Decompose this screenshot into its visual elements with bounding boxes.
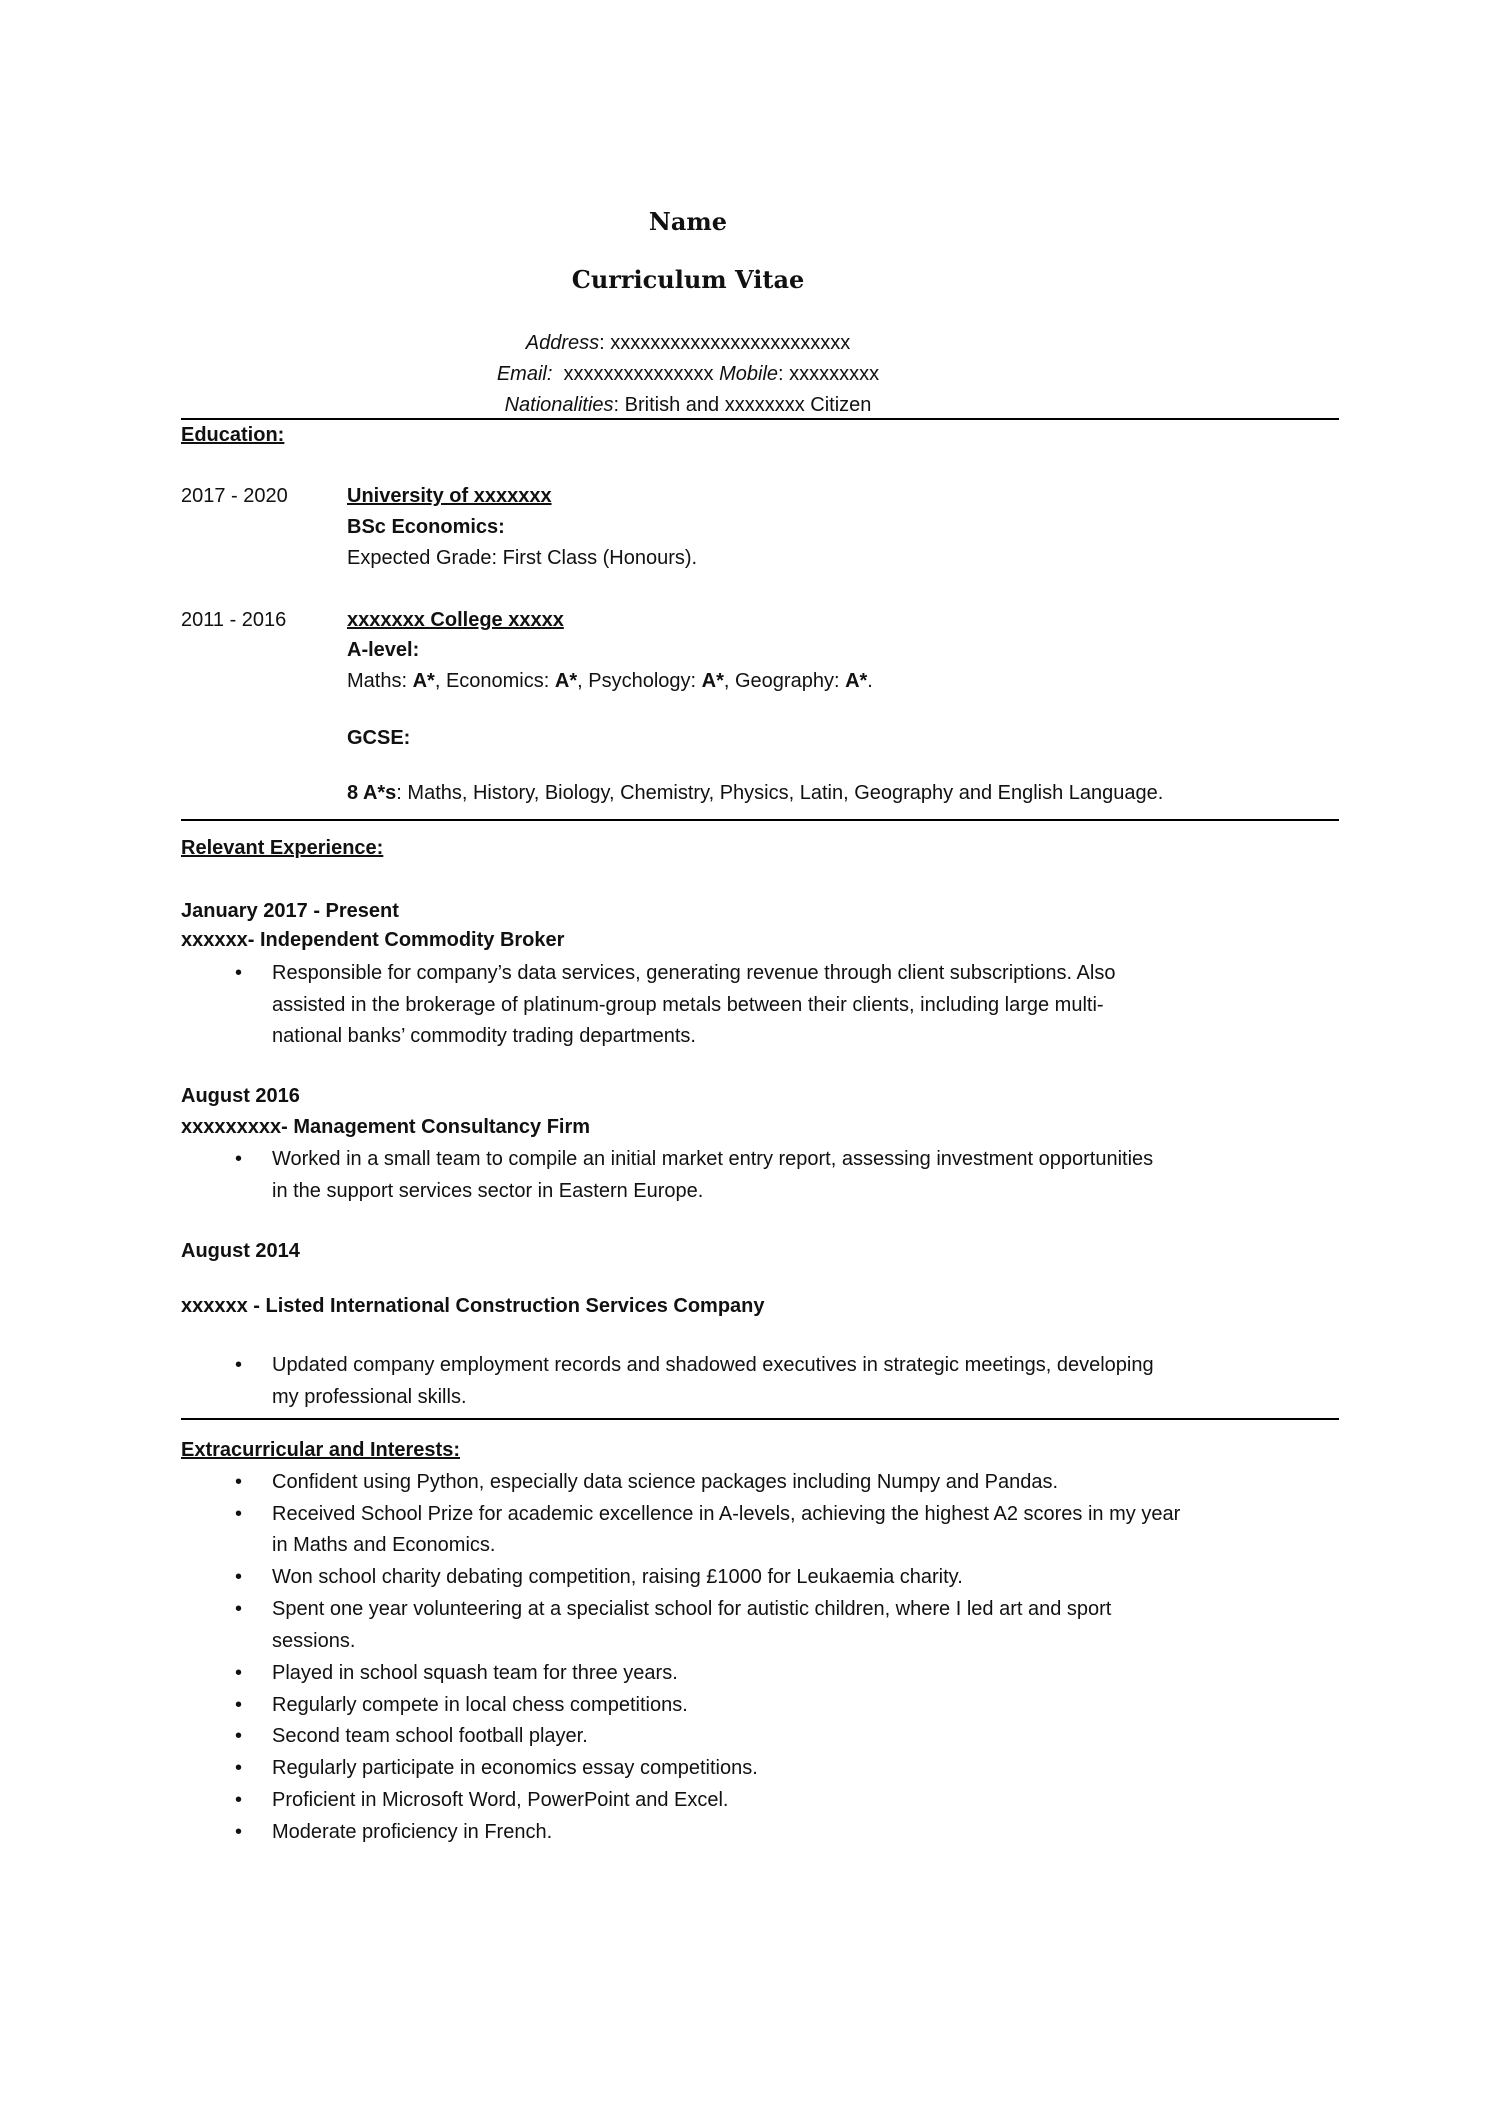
mobile-label: Mobile <box>719 363 779 385</box>
bullet-icon: • <box>235 1661 243 1684</box>
bullet-line: Moderate proficiency in French. <box>272 1820 553 1843</box>
bullet-icon: • <box>235 1757 243 1780</box>
address-line <box>0 328 1376 359</box>
gcse-label: GCSE: <box>347 727 411 749</box>
separator: , <box>577 670 589 692</box>
divider <box>181 1418 1339 1420</box>
email-value: xxxxxxxxxxxxxxx <box>552 363 720 385</box>
bullet-line: Received School Prize for academic excellence in A-levels, achieving the highest A2 scores in my year <box>272 1502 1181 1525</box>
bullet-line: national banks’ commodity trading departments. <box>272 1025 696 1047</box>
course-name: BSc Economics: <box>347 516 505 538</box>
subject: Maths: <box>347 670 413 692</box>
bullet-line: sessions. <box>272 1629 356 1652</box>
bullet-icon: • <box>235 1725 243 1748</box>
job-employer: xxxxxx- Independent Commodity Broker <box>181 929 565 951</box>
divider <box>181 418 1339 420</box>
nationalities-line <box>0 390 1376 421</box>
course-name: A-level: <box>347 639 420 661</box>
separator: . <box>867 670 873 692</box>
bullet-line: assisted in the brokerage of platinum-group metals between their clients, including large multi- <box>272 993 1104 1016</box>
alevel-results <box>347 666 873 697</box>
mobile-value: : xxxxxxxxx <box>778 363 880 385</box>
job-date: January 2017 - Present <box>181 900 399 922</box>
institution-name: xxxxxxx College xxxxx <box>347 609 564 631</box>
bullet-icon: • <box>235 1693 243 1716</box>
bullet-line: Played in school squash team for three years. <box>272 1661 678 1684</box>
grade: A* <box>412 670 435 692</box>
job-date: August 2014 <box>181 1240 300 1262</box>
divider <box>181 819 1339 821</box>
job-date: August 2016 <box>181 1085 300 1107</box>
bullet-line: Second team school football player. <box>272 1725 588 1748</box>
subject: Economics: <box>445 670 555 692</box>
email-label: Email: <box>496 363 553 385</box>
separator: , <box>723 670 735 692</box>
bullet-icon: • <box>235 1566 243 1589</box>
bullet-icon: • <box>235 1354 243 1376</box>
job-employer: xxxxxxxxx- Management Consultancy Firm <box>181 1116 591 1138</box>
job-employer: xxxxxx - Listed International Construction Services Company <box>181 1295 765 1317</box>
bullet-line: Responsible for company’s data services, generating revenue through client subscriptions. Also <box>272 962 1116 984</box>
bullet-icon: • <box>235 962 243 984</box>
bullet-line: in the support services sector in Eastern Europe. <box>272 1179 704 1202</box>
candidate-name: Name <box>648 207 728 236</box>
bullet-line: Proficient in Microsoft Word, PowerPoint and Excel. <box>272 1789 729 1811</box>
bullet-icon: • <box>235 1789 243 1811</box>
gcse-results <box>347 778 1163 809</box>
gcse-grade: 8 A*s <box>347 782 397 804</box>
education-dates: 2017 - 2020 <box>181 485 288 507</box>
bullet-line: Won school charity debating competition, raising £1000 for Leukaemia charity. <box>272 1566 963 1589</box>
institution-name: University of xxxxxxx <box>347 485 552 507</box>
grade: A* <box>845 670 868 692</box>
education-heading: Education: <box>181 424 285 446</box>
address-label: Address <box>525 332 600 354</box>
nationalities-label: Nationalities <box>504 394 614 416</box>
course-detail: Expected Grade: First Class (Honours). <box>347 547 698 569</box>
experience-heading: Relevant Experience: <box>181 837 384 859</box>
separator: , <box>434 670 446 692</box>
subject: Geography: <box>734 670 846 692</box>
bullet-line: my professional skills. <box>272 1385 467 1408</box>
grade: A* <box>701 670 724 692</box>
bullet-icon: • <box>235 1471 243 1493</box>
bullet-line: Worked in a small team to compile an initial market entry report, assessing investment opportunities <box>272 1148 1154 1170</box>
bullet-line: Regularly compete in local chess competitions. <box>272 1693 688 1716</box>
bullet-line: Updated company employment records and shadowed executives in strategic meetings, developing <box>272 1354 1154 1376</box>
bullet-icon: • <box>235 1598 243 1621</box>
gcse-subjects: : Maths, History, Biology, Chemistry, Physics, Latin, Geography and English Language. <box>396 782 1164 804</box>
grade: A* <box>554 670 578 692</box>
bullet-icon: • <box>235 1148 243 1170</box>
bullet-icon: • <box>235 1502 243 1525</box>
subject: Psychology: <box>588 670 702 692</box>
bullet-icon: • <box>235 1820 243 1843</box>
document-title: Curriculum Vitae <box>571 265 805 294</box>
interests-heading: Extracurricular and Interests: <box>181 1439 460 1461</box>
contact-line <box>0 359 1376 390</box>
bullet-line: in Maths and Economics. <box>272 1534 496 1557</box>
address-value: : xxxxxxxxxxxxxxxxxxxxxxxx <box>599 332 851 354</box>
education-dates: 2011 - 2016 <box>181 609 287 631</box>
nationalities-value: : British and xxxxxxxx Citizen <box>613 394 872 416</box>
bullet-line: Regularly participate in economics essay competitions. <box>272 1757 758 1780</box>
bullet-line: Spent one year volunteering at a specialist school for autistic children, where I led art and sport <box>272 1598 1112 1621</box>
bullet-line: Confident using Python, especially data science packages including Numpy and Pandas. <box>272 1471 1059 1493</box>
